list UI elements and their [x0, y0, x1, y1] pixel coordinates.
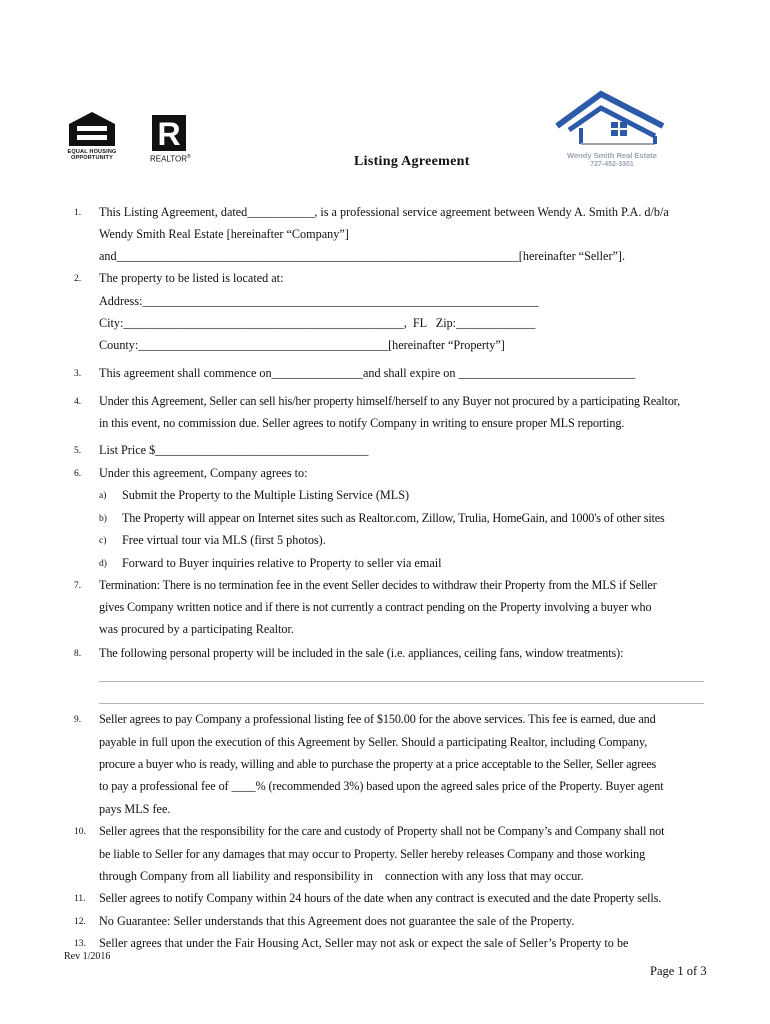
city-field[interactable]: ______________________________________________	[123, 316, 404, 330]
city-label: City:	[99, 316, 124, 330]
house-icon	[553, 88, 667, 148]
address-field[interactable]: _________________________________________________________________	[142, 294, 539, 308]
item-number: 12.	[74, 917, 86, 927]
seller-name-field[interactable]: __________________________________________________________________	[116, 249, 519, 263]
fee-percent-field[interactable]: ____	[231, 779, 256, 793]
sub-item-text: Submit the Property to the Multiple Listing Service (MLS)	[122, 488, 410, 502]
expire-date-field[interactable]: _____________________________	[458, 366, 636, 380]
company-logo-phone: 727-452-3301	[590, 161, 634, 168]
item-number: 8.	[74, 649, 82, 659]
item-9-line-3: procure a buyer who is ready, willing and able to purchase the property at a price acceptable to the Seller, Seller agrees	[99, 757, 657, 771]
realtor-logo	[151, 114, 187, 152]
fee-label: to pay a professional fee of	[99, 779, 232, 793]
item-number: 5.	[74, 446, 82, 456]
item-11-line: Seller agrees to notify Company within 24 hours of the date when any contract is executed and the date Property sells.	[99, 891, 662, 905]
item-number: 7.	[74, 581, 82, 591]
county-field[interactable]: _________________________________________	[138, 338, 389, 352]
agreement-date-field[interactable]: ___________	[247, 205, 315, 219]
item-4-line-1: Under this Agreement, Seller can sell his/her property himself/herself to any Buyer not procured by a participating Realtor,	[99, 394, 680, 408]
equal-housing-line1: EQUAL HOUSING	[67, 149, 117, 155]
sub-item-letter: a)	[99, 491, 107, 501]
state-zip-label: , FL Zip:	[403, 316, 457, 330]
revision-label: Rev 1/2016	[64, 951, 111, 962]
list-price-field[interactable]: ___________________________________	[155, 443, 369, 457]
item-10-line-2: be liable to Seller for any damages that may occur to Property. Seller hereby releases Company and those working	[99, 847, 646, 861]
sub-item-letter: d)	[99, 559, 107, 569]
city-line	[99, 316, 535, 330]
item-8-line: The following personal property will be included in the sale (i.e. appliances, ceiling fans, window treatments):	[99, 646, 624, 660]
item-1-line-1	[99, 205, 669, 219]
item-7-line-1: Termination: There is no termination fee in the event Seller decides to withdraw their Property from the MLS if Seller	[99, 578, 657, 592]
item-6-line: Under this agreement, Company agrees to:	[99, 466, 308, 480]
sub-item-text: The Property will appear on Internet sites such as Realtor.com, Zillow, Trulia, HomeGain, and 1000's of other sites	[122, 511, 665, 525]
county-label: County:	[99, 338, 139, 352]
company-logo-name: Wendy Smith Real Estate	[567, 151, 657, 160]
sub-item-letter: b)	[99, 514, 107, 524]
item-9-line-1: Seller agrees to pay Company a professional listing fee of $150.00 for the above services. This fee is earned, due and	[99, 712, 656, 726]
expire-label: and shall expire on	[363, 366, 459, 380]
seller-hereinafter: [hereinafter “Seller”].	[518, 249, 626, 263]
registered-mark: ®	[187, 154, 191, 160]
equal-housing-line2: OPPORTUNITY	[71, 155, 113, 161]
item-number: 11.	[74, 894, 86, 904]
item-number: 3.	[74, 369, 82, 379]
item-1-dated-label: This Listing Agreement, dated	[99, 205, 248, 219]
property-hereinafter: [hereinafter “Property”]	[388, 338, 505, 352]
sub-item-text: Forward to Buyer inquiries relative to Property to seller via email	[122, 556, 442, 570]
fee-recommended: % (recommended 3%) based upon the agreed sales price of the Property. Buyer agent	[255, 779, 664, 793]
address-line	[99, 294, 538, 308]
item-number: 1.	[74, 208, 82, 218]
and-label: and	[99, 249, 117, 263]
item-9-line-5: pays MLS fee.	[99, 802, 171, 816]
page-title: Listing Agreement	[354, 154, 470, 169]
item-9-line-2: payable in full upon the execution of this Agreement by Seller. Should a participating Realtor, including Company,	[99, 735, 648, 749]
item-7-line-3: was procured by a participating Realtor.	[99, 622, 294, 636]
item-10-line-3: through Company from all liability and responsibility in connection with any loss that may occur.	[99, 869, 584, 883]
realtor-label	[150, 153, 191, 164]
page-number: Page 1 of 3	[650, 964, 707, 978]
item-4-line-2: in this event, no commission due. Seller agrees to notify Company in writing to ensure proper MLS reporting.	[99, 416, 625, 430]
item-13-line: Seller agrees that under the Fair Housing Act, Seller may not ask or expect the sale of Seller’s Property to be	[99, 936, 629, 950]
personal-property-field[interactable]	[99, 703, 704, 704]
list-price-line	[99, 443, 368, 457]
realtor-label-text: REALTOR	[150, 154, 188, 164]
item-number: 2.	[74, 274, 82, 284]
commence-label: This agreement shall commence on	[99, 366, 272, 380]
sub-item-text: Free virtual tour via MLS (first 5 photos).	[122, 533, 326, 547]
item-1-text: , is a professional service agreement between Wendy A. Smith P.A. d/b/a	[314, 205, 669, 219]
list-price-label: List Price $	[99, 443, 156, 457]
item-7-line-2: gives Company written notice and if there is not currently a contract pending on the Property involving a buyer who	[99, 600, 652, 614]
item-1-line-2: Wendy Smith Real Estate [hereinafter “Company”]	[99, 227, 349, 241]
commence-date-field[interactable]: _______________	[271, 366, 364, 380]
address-label: Address:	[99, 294, 143, 308]
county-line	[99, 338, 505, 352]
item-1-line-3	[99, 249, 625, 263]
item-12-line: No Guarantee: Seller understands that this Agreement does not guarantee the sale of the Property.	[99, 914, 575, 928]
zip-field[interactable]: _____________	[456, 316, 536, 330]
item-2-line-1: The property to be listed is located at:	[99, 271, 284, 285]
personal-property-field[interactable]	[99, 681, 704, 682]
item-3-line	[99, 366, 635, 380]
item-number: 9.	[74, 715, 82, 725]
item-number: 13.	[74, 939, 86, 949]
equal-housing-text	[62, 149, 122, 161]
sub-item-letter: c)	[99, 536, 107, 546]
item-number: 4.	[74, 397, 82, 407]
item-10-line-1: Seller agrees that the responsibility for the care and custody of Property shall not be Company’s and Company shall not	[99, 824, 665, 838]
svg-text:R: R	[157, 116, 181, 152]
item-number: 6.	[74, 469, 82, 479]
item-number: 10.	[74, 827, 86, 837]
item-9-line-4	[99, 779, 664, 793]
